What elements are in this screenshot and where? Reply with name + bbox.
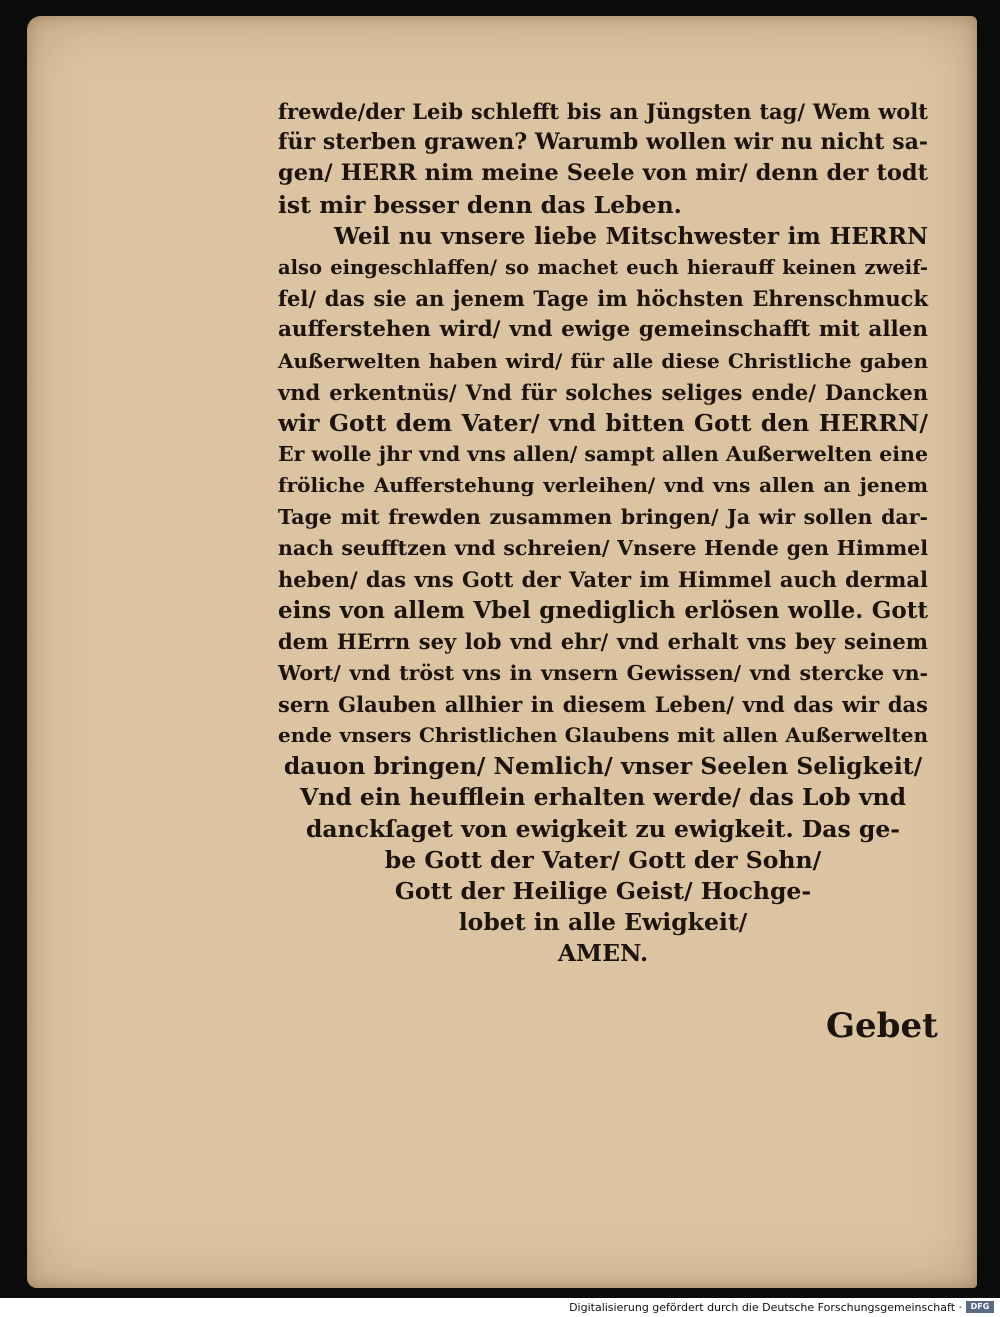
footer bbox=[0, 1298, 1000, 1317]
text-line: eins von allem Vbel gnediglich erlösen wolle. Gott bbox=[278, 597, 928, 625]
text-line: AMEN. bbox=[557, 939, 649, 968]
dfg-logo: DFG bbox=[966, 1301, 994, 1313]
text-line: sern Glauben allhier in diesem Leben/ vnd das wir das bbox=[278, 691, 928, 717]
text-line: fel/ das sie an jenem Tage im höchsten Ehrenschmuck bbox=[278, 286, 928, 312]
text-line: vnd erkentnüs/ Vnd für solches seliges ende/ Dancken bbox=[278, 379, 928, 405]
text-line: fröliche Aufferstehung verleihen/ vnd vns allen an jenem bbox=[278, 473, 928, 498]
text-line: Er wolle jhr vnd vns allen/ sampt allen Außerwelten eine bbox=[278, 442, 928, 467]
text-line: gen/ HERR nim meine Seele von mir/ denn der todt bbox=[278, 160, 928, 187]
text-line: Vnd ein heufflein erhalten werde/ das Lob vnd bbox=[300, 783, 906, 812]
text-line: heben/ das vns Gott der Vater im Himmel auch dermal bbox=[278, 567, 928, 593]
text-line: Tage mit frewden zusammen bringen/ Ja wir sollen dar- bbox=[278, 504, 928, 529]
text-line: Außerwelten haben wird/ für alle diese Christliche gaben bbox=[278, 348, 928, 373]
text-line: be Gott der Vater/ Gott der Sohn/ bbox=[384, 845, 822, 874]
text-line: Wort/ vnd tröst vns in vnsern Gewissen/ vnd stercke vn- bbox=[278, 660, 928, 685]
text-line: für sterben grawen? Warumb wollen wir nu nicht sa- bbox=[278, 129, 928, 156]
text-line: lobet in alle Ewigkeit/ bbox=[458, 908, 748, 937]
catchword: Gebet bbox=[826, 1006, 938, 1046]
text-line: ende vnsers Christlichen Glaubens mit allen Außerwelten bbox=[278, 723, 928, 748]
text-line: also eingeschlaffen/ so machet euch hierauff keinen zweif- bbox=[278, 256, 928, 280]
body-text bbox=[278, 96, 928, 970]
text-line: danckſaget von ewigkeit zu ewigkeit. Das ge- bbox=[305, 814, 901, 843]
text-line: dauon bringen/ Nemlich/ vnser Seelen Seligkeit/ bbox=[283, 752, 923, 781]
text-line: dem HErrn sey lob vnd ehr/ vnd erhalt vns bey seinem bbox=[278, 629, 928, 655]
text-line: nach seufftzen vnd schreien/ Vnsere Hende gen Himmel bbox=[278, 535, 928, 560]
footer-credit: Digitalisierung gefördert durch die Deutsche Forschungsgemeinschaft · bbox=[569, 1301, 962, 1314]
text-line: ist mir besser denn das Leben. bbox=[278, 190, 682, 219]
text-line: frewde/der Leib schlefft bis an Jüngsten tag/ Wem wolt bbox=[278, 99, 928, 124]
text-line: Gott der Heilige Geist/ Hochge- bbox=[394, 877, 812, 906]
text-line: aufferstehen wird/ vnd ewige gemeinschafft mit allen bbox=[278, 317, 928, 343]
text-line: wir Gott dem Vater/ vnd bitten Gott den HERRN/ bbox=[278, 409, 928, 438]
text-line: Weil nu vnsere liebe Mitschwester im HERRN bbox=[334, 222, 928, 250]
